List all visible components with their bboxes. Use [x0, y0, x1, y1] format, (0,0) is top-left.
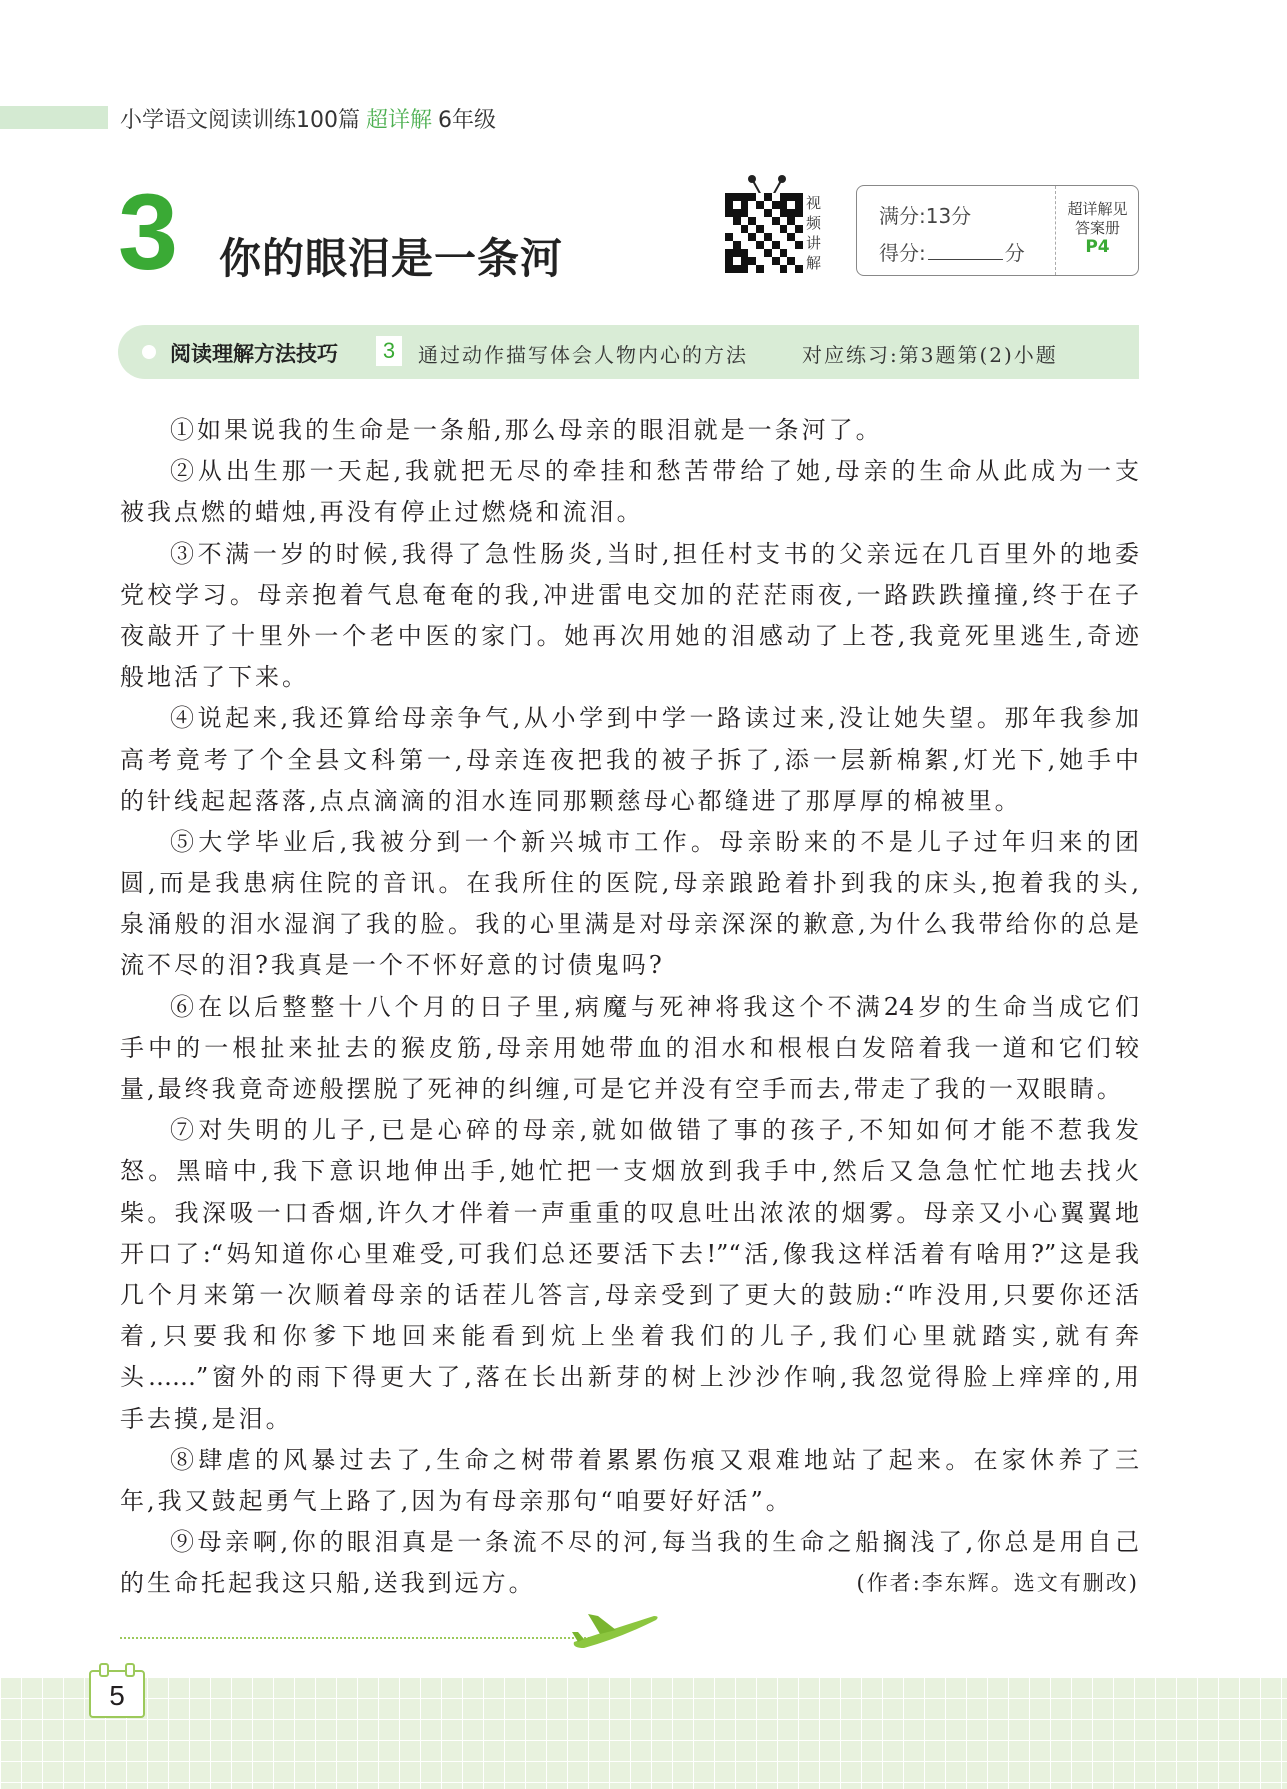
qr-module	[787, 201, 795, 209]
method-title: 阅读理解方法技巧	[170, 342, 338, 366]
qr-module	[725, 249, 733, 257]
line-text: ⑨母亲啊,你的眼泪真是一条流不尽的河,每当我的生命之船搁浅了,你总是用自己	[170, 1528, 1139, 1557]
qr-module	[756, 193, 764, 201]
qr-module	[772, 257, 780, 265]
qr-module	[787, 249, 795, 257]
qr-module	[780, 225, 788, 233]
dotted-divider	[120, 1637, 590, 1639]
footer-grid	[0, 1677, 1287, 1789]
qr-module	[748, 233, 756, 241]
airplane-icon	[570, 1608, 660, 1648]
qr-code[interactable]	[725, 193, 803, 273]
qr-module	[780, 265, 788, 273]
qr-module	[764, 265, 772, 273]
line-text: ⑦对失明的儿子,已是心碎的母亲,就如做错了事的孩子,不知如何才能不惹我发	[170, 1116, 1139, 1145]
line-text: 的针线起起落落,点点滴滴的泪水连同那颗慈母心都缝进了那厚厚的棉被里。	[120, 786, 1022, 815]
qr-module	[725, 265, 733, 273]
line-text: 怒。黑暗中,我下意识地伸出手,她忙把一支烟放到我手中,然后又急急忙忙地去找火	[120, 1157, 1139, 1186]
line-text: 高考竟考了个全县文科第一,母亲连夜把我的被子拆了,添一层新棉絮,灯光下,她手中	[120, 745, 1139, 774]
score-field	[879, 237, 1025, 266]
paragraph-7-line	[120, 1234, 1139, 1275]
qr-module	[764, 201, 772, 209]
qr-module	[725, 193, 733, 201]
method-banner	[118, 325, 1139, 379]
qr-module	[772, 241, 780, 249]
line-text: ⑥在以后整整十八个月的日子里,病魔与死神将我这个不满24岁的生命当成它们	[170, 992, 1139, 1021]
qr-label-char: 视	[806, 194, 822, 212]
qr-module	[787, 209, 795, 217]
answer-reference	[1057, 200, 1138, 257]
qr-module	[795, 201, 803, 209]
qr-module	[741, 193, 749, 201]
article-body	[120, 410, 1139, 1604]
qr-module	[733, 217, 741, 225]
method-practice: 对应练习:第3题第(2)小题	[802, 343, 1058, 367]
score-unit: 分	[1004, 241, 1025, 265]
line-text: ③不满一岁的时候,我得了急性肠炎,当时,担任村支书的父亲远在几百里外的地委	[170, 539, 1139, 568]
qr-module	[795, 209, 803, 217]
paragraph-7-line	[120, 1357, 1139, 1398]
qr-module	[780, 193, 788, 201]
paragraph-3-line	[120, 616, 1139, 657]
qr-module	[748, 193, 756, 201]
paragraph-1-line	[120, 410, 1139, 451]
line-text: ⑧肆虐的风暴过去了,生命之树带着累累伤痕又艰难地站了起来。在家休养了三	[170, 1445, 1139, 1474]
qr-module	[733, 209, 741, 217]
qr-module	[733, 257, 741, 265]
qr-module	[772, 217, 780, 225]
bullet-icon	[142, 345, 156, 359]
qr-module	[756, 225, 764, 233]
qr-module	[756, 265, 764, 273]
qr-module	[733, 233, 741, 241]
ref-line: 答案册	[1074, 219, 1120, 237]
qr-module	[741, 217, 749, 225]
paragraph-5-line	[120, 945, 1139, 986]
line-text: 夜敲开了十里外一个老中医的家门。她再次用她的泪感动了上苍,我竟死里逃生,奇迹	[120, 621, 1139, 650]
method-desc: 通过动作描写体会人物内心的方法	[418, 343, 748, 367]
line-text: ②从出生那一天起,我就把无尽的牵挂和愁苦带给了她,母亲的生命从此成为一支	[170, 457, 1139, 486]
line-text: 流不尽的泪?我真是一个不怀好意的讨债鬼吗?	[120, 951, 665, 980]
qr-module	[725, 225, 733, 233]
header-band	[0, 106, 108, 129]
qr-label	[806, 193, 824, 273]
paragraph-7-line	[120, 1275, 1139, 1316]
paragraph-5-line	[120, 904, 1139, 945]
page-title: 你的眼泪是一条河	[219, 234, 564, 283]
line-text: 量,最终我竟奇迹般摆脱了死神的纠缠,可是它并没有空手而去,带走了我的一双眼睛。	[120, 1075, 1124, 1103]
qr-module	[748, 225, 756, 233]
qr-module	[756, 249, 764, 257]
qr-module	[748, 241, 756, 249]
line-text: 几个月来第一次顺着母亲的话茬儿答言,母亲受到了更大的鼓励:“咋没用,只要你还活	[120, 1280, 1139, 1309]
qr-module	[787, 257, 795, 265]
qr-module	[764, 249, 772, 257]
paragraph-7-line	[120, 1316, 1139, 1357]
series-title: 小学语文阅读训练100篇	[120, 108, 360, 133]
qr-module	[733, 265, 741, 273]
paragraph-7-line	[120, 1110, 1139, 1151]
qr-module	[748, 201, 756, 209]
lesson-number: 3	[118, 171, 179, 292]
qr-module	[733, 225, 741, 233]
line-text: 手中的一根扯来扯去的猴皮筋,母亲用她带血的泪水和根根白发陪着我一道和它们较	[120, 1033, 1139, 1062]
paragraph-6-line	[120, 1028, 1139, 1069]
qr-module	[725, 257, 733, 265]
qr-module	[780, 217, 788, 225]
qr-module	[733, 193, 741, 201]
line-text: 手去摸,是泪。	[120, 1404, 293, 1433]
qr-module	[741, 209, 749, 217]
paragraph-7-line	[120, 1399, 1139, 1440]
paragraph-2-line	[120, 492, 1139, 533]
line-text: 党校学习。母亲抱着气息奄奄的我,冲进雷电交加的茫茫雨夜,一路跌跌撞撞,终于在子	[120, 580, 1139, 609]
qr-module	[772, 225, 780, 233]
qr-module	[741, 201, 749, 209]
paragraph-3-line	[120, 575, 1139, 616]
qr-module	[725, 201, 733, 209]
line-text: 泉涌般的泪水湿润了我的脸。我的心里满是对母亲深深的歉意,为什么我带给你的总是	[120, 910, 1139, 939]
paragraph-7-line	[120, 1193, 1139, 1234]
qr-module	[787, 225, 795, 233]
qr-module	[780, 257, 788, 265]
qr-module	[787, 241, 795, 249]
qr-module	[795, 193, 803, 201]
qr-module	[787, 265, 795, 273]
qr-module	[795, 257, 803, 265]
qr-module	[725, 233, 733, 241]
qr-module	[756, 201, 764, 209]
qr-module	[725, 217, 733, 225]
score-box	[856, 185, 1139, 276]
qr-module	[772, 201, 780, 209]
qr-module	[741, 241, 749, 249]
qr-module	[764, 233, 772, 241]
qr-module	[725, 241, 733, 249]
line-text: 开口了:“妈知道你心里难受,可我们总还要活下去!”“活,像我这样活着有啥用?”这是我	[120, 1239, 1139, 1268]
qr-module	[780, 201, 788, 209]
qr-module	[756, 233, 764, 241]
ref-line: 超详解见	[1067, 200, 1128, 218]
book-header	[120, 103, 496, 134]
qr-module	[772, 249, 780, 257]
line-text: 般地活了下来。	[120, 663, 309, 692]
paragraph-7-line	[120, 1151, 1139, 1192]
qr-module	[787, 193, 795, 201]
qr-module	[741, 233, 749, 241]
paragraph-8-line	[120, 1440, 1139, 1481]
paragraph-4-line	[120, 740, 1139, 781]
paragraph-3-line	[120, 534, 1139, 575]
paragraph-6-line	[120, 987, 1139, 1028]
qr-module	[795, 233, 803, 241]
qr-module	[795, 225, 803, 233]
paragraph-8-line	[120, 1481, 1139, 1522]
line-text: 的生命托起我这只船,送我到远方。	[120, 1569, 536, 1598]
qr-module	[756, 217, 764, 225]
qr-module	[764, 217, 772, 225]
qr-module	[772, 233, 780, 241]
line-text: 年,我又鼓起勇气上路了,因为有母亲那句“咱要好好活”。	[120, 1486, 793, 1515]
line-text: 柴。我深吸一口香烟,许久才伴着一声重重的叹息吐出浓浓的烟雾。母亲又小心翼翼地	[120, 1198, 1139, 1227]
qr-module	[795, 249, 803, 257]
qr-module	[764, 209, 772, 217]
line-text: 头……”窗外的雨下得更大了,落在长出新芽的树上沙沙作响,我忽觉得脸上痒痒的,用	[120, 1363, 1139, 1392]
qr-module	[756, 257, 764, 265]
full-score: 满分:13分	[879, 204, 972, 228]
qr-label-char: 解	[806, 254, 822, 272]
paragraph-5-line	[120, 822, 1139, 863]
qr-module	[795, 217, 803, 225]
qr-module	[764, 241, 772, 249]
series-accent: 超详解	[366, 108, 433, 133]
qr-module	[787, 217, 795, 225]
line-text: 着,只要我和你爹下地回来能看到炕上坐着我们的儿子,我们心里就踏实,就有奔	[120, 1322, 1139, 1351]
qr-module	[756, 209, 764, 217]
paragraph-9-line	[120, 1522, 1139, 1563]
qr-module	[748, 257, 756, 265]
qr-module	[780, 241, 788, 249]
score-label: 得分:	[879, 241, 926, 265]
ref-page: P4	[1085, 237, 1110, 257]
paragraph-6-line	[120, 1069, 1139, 1110]
qr-module	[741, 225, 749, 233]
qr-module	[780, 249, 788, 257]
qr-module	[741, 265, 749, 273]
paragraph-5-line	[120, 863, 1139, 904]
qr-module	[733, 241, 741, 249]
qr-module	[795, 241, 803, 249]
qr-module	[741, 257, 749, 265]
qr-module	[772, 193, 780, 201]
qr-module	[772, 209, 780, 217]
qr-module	[764, 193, 772, 201]
qr-module	[748, 265, 756, 273]
score-blank[interactable]	[928, 259, 1003, 260]
qr-module	[787, 233, 795, 241]
qr-label-char: 频	[806, 214, 822, 232]
paragraph-9-line	[120, 1563, 1139, 1604]
paragraph-3-line	[120, 657, 1139, 698]
author-credit: (作者:李东辉。选文有删改)	[856, 1571, 1139, 1596]
line-text: 圆,而是我患病住院的音讯。在我所住的医院,母亲踉跄着扑到我的床头,抱着我的头,	[120, 869, 1139, 898]
qr-module	[725, 209, 733, 217]
grade: 6年级	[438, 108, 497, 133]
qr-module	[756, 241, 764, 249]
paragraph-4-line	[120, 698, 1139, 739]
divider	[1055, 186, 1056, 275]
paragraph-4-line	[120, 781, 1139, 822]
qr-module	[748, 217, 756, 225]
paragraph-2-line	[120, 451, 1139, 492]
line-text: 被我点燃的蜡烛,再没有停止过燃烧和流泪。	[120, 498, 644, 527]
qr-module	[772, 265, 780, 273]
qr-module	[748, 209, 756, 217]
qr-label-char: 讲	[806, 234, 822, 252]
qr-module	[780, 233, 788, 241]
qr-module	[764, 225, 772, 233]
qr-module	[741, 249, 749, 257]
qr-module	[748, 249, 756, 257]
line-text: ①如果说我的生命是一条船,那么母亲的眼泪就是一条河了。	[170, 416, 883, 444]
line-text: ④说起来,我还算给母亲争气,从小学到中学一路读过来,没让她失望。那年我参加	[170, 704, 1139, 733]
qr-module	[780, 209, 788, 217]
page-number: 5	[89, 1670, 145, 1718]
qr-module	[733, 201, 741, 209]
qr-module	[764, 257, 772, 265]
line-text: ⑤大学毕业后,我被分到一个新兴城市工作。母亲盼来的不是儿子过年归来的团	[170, 827, 1139, 856]
qr-module	[795, 265, 803, 273]
qr-module	[733, 249, 741, 257]
method-number: 3	[376, 336, 402, 366]
